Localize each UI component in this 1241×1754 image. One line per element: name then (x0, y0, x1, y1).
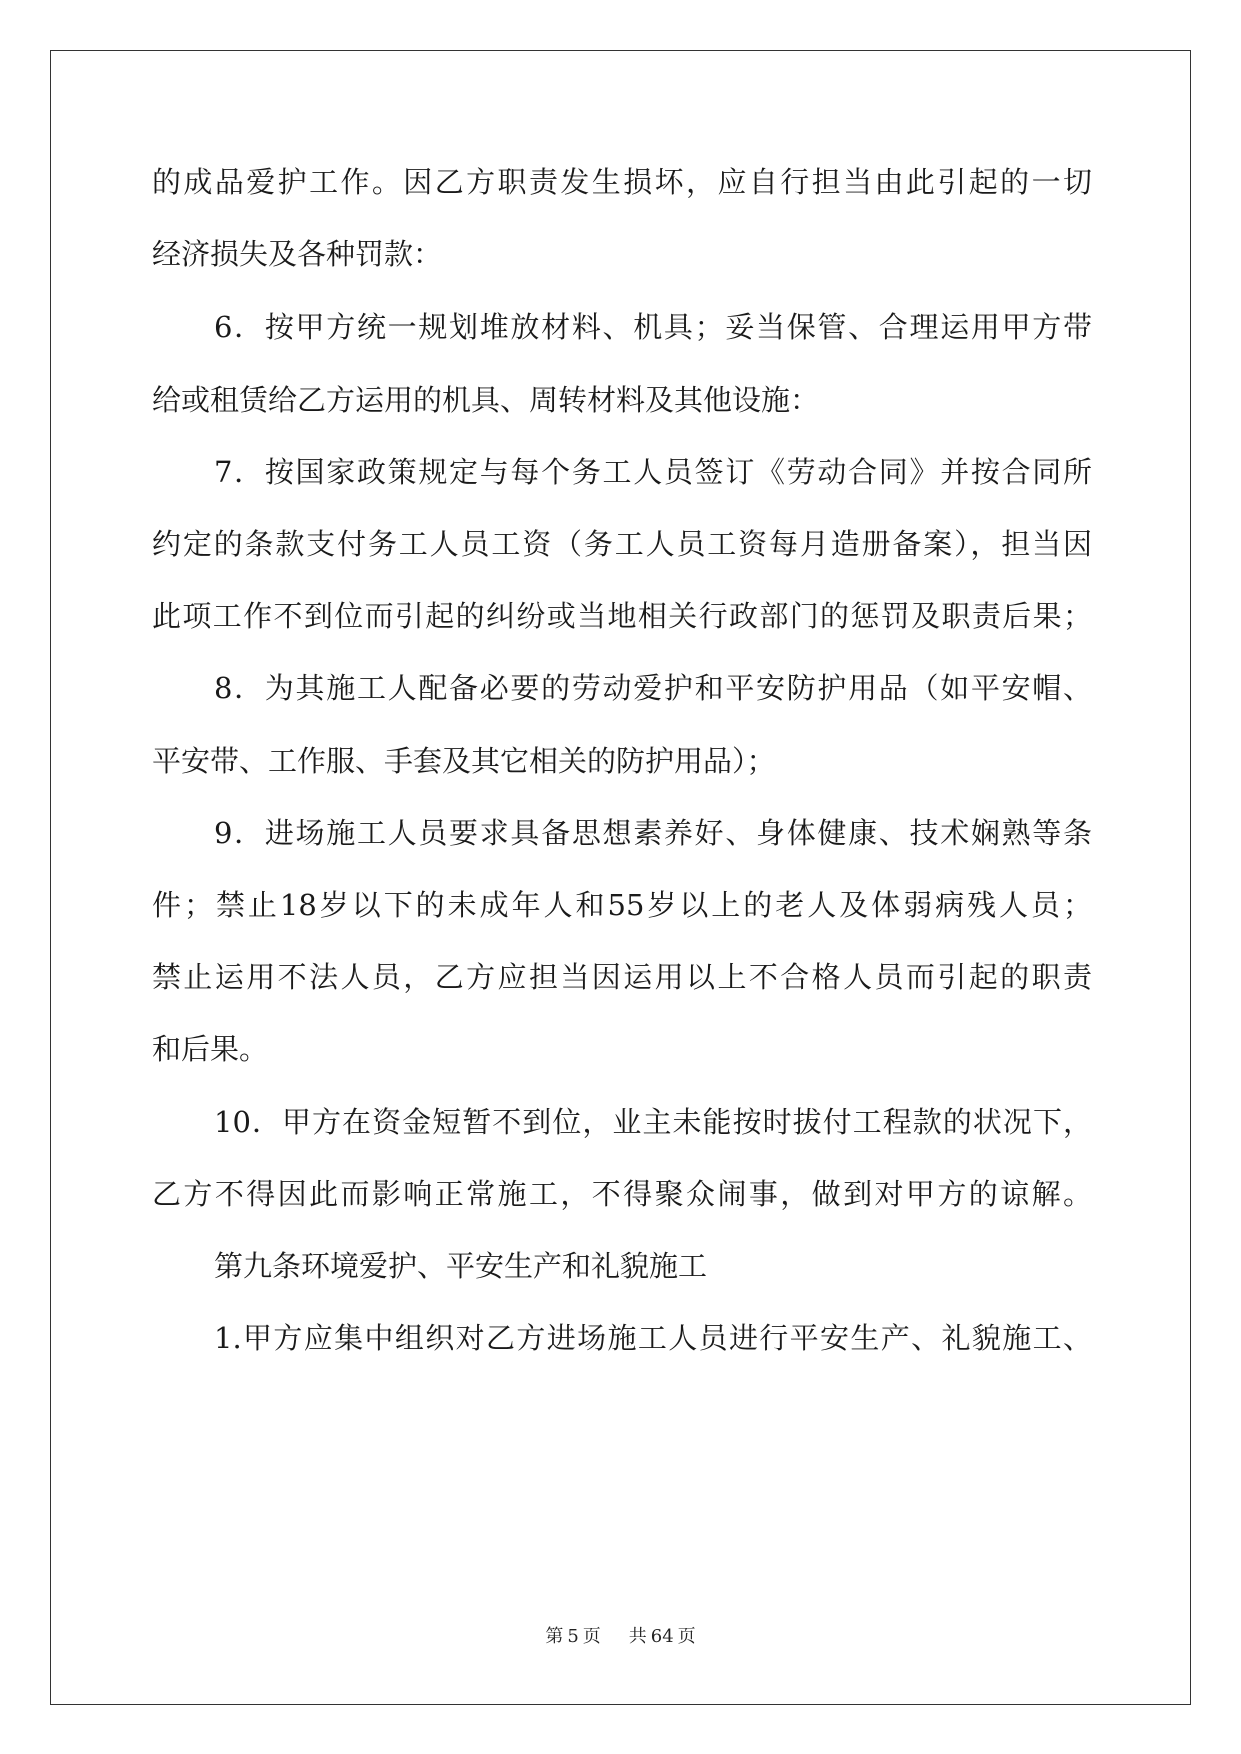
paragraph-line: 9．进场施工人员要求具备思想素养好、身体健康、技术娴熟等条 (214, 816, 1092, 850)
paragraph-line: 件；禁止18岁以下的未成年人和55岁以上的老人及体弱病残人员； (152, 888, 1092, 922)
paragraph-line: 乙方不得因此而影响正常施工，不得聚众闹事，做到对甲方的谅解。 (152, 1177, 1092, 1211)
paragraph-line: 经济损失及各种罚款： (152, 237, 443, 271)
total-prefix: 共 (628, 1626, 647, 1647)
section-heading: 第九条环境爱护、平安生产和礼貌施工 (214, 1249, 708, 1283)
paragraph-line: 和后果。 (152, 1032, 269, 1066)
page-unit: 页 (582, 1626, 601, 1647)
paragraph-line: 10．甲方在资金短暂不到位，业主未能按时拔付工程款的状况下， (214, 1105, 1092, 1139)
paragraph-line: 约定的条款支付务工人员工资（务工人员工资每月造册备案），担当因 (152, 527, 1092, 561)
paragraph-line: 的成品爱护工作。因乙方职责发生损坏，应自行担当由此引起的一切 (152, 165, 1092, 199)
paragraph-line: 给或租赁给乙方运用的机具、周转材料及其他设施： (152, 383, 820, 417)
page-footer (0, 1622, 1241, 1648)
page-prefix: 第 (545, 1626, 564, 1647)
paragraph-line: 6．按甲方统一规划堆放材料、机具；妥当保管、合理运用甲方带 (214, 310, 1092, 344)
page-border (50, 50, 1191, 1705)
total-pages: 64 (650, 1626, 674, 1647)
paragraph-line: 此项工作不到位而引起的纠纷或当地相关行政部门的惩罚及职责后果； (152, 599, 1092, 633)
paragraph-line: 7．按国家政策规定与每个务工人员签订《劳动合同》并按合同所 (214, 455, 1092, 489)
total-unit: 页 (677, 1626, 696, 1647)
page-number: 5 (567, 1626, 579, 1647)
paragraph-line: 禁止运用不法人员，乙方应担当因运用以上不合格人员而引起的职责 (152, 960, 1092, 994)
paragraph-line: 1.甲方应集中组织对乙方进场施工人员进行平安生产、礼貌施工、 (214, 1321, 1092, 1355)
paragraph-line: 8．为其施工人配备必要的劳动爱护和平安防护用品（如平安帽、 (214, 671, 1092, 705)
paragraph-line: 平安带、工作服、手套及其它相关的防护用品）； (152, 744, 776, 778)
